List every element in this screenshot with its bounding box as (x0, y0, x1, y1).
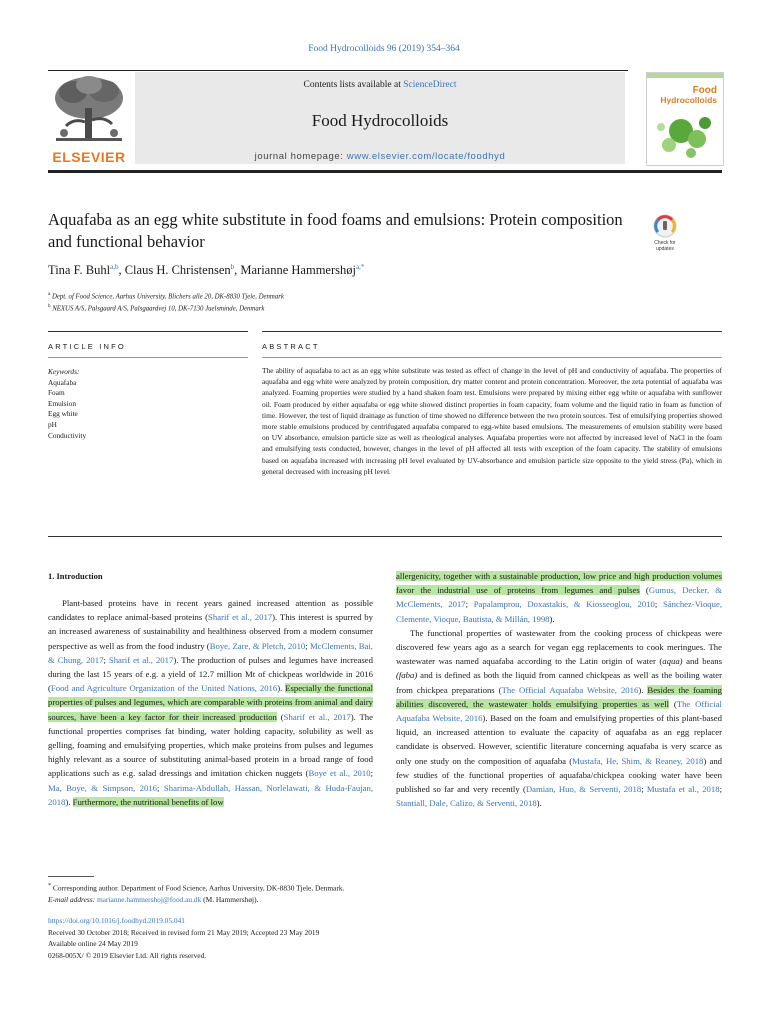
publisher-wordmark: ELSEVIER (52, 149, 126, 165)
citation-link[interactable]: Food and Agriculture Organization of the United Nations, 2016 (50, 683, 278, 694)
article-title: Aquafaba as an egg white substitute in food foams and emulsions: Protein composition and functional behavior (48, 210, 623, 251)
author-name[interactable]: Tina F. Buhl (48, 263, 111, 278)
keyword-item: Conductivity (48, 430, 87, 440)
keyword-item: Egg white (48, 409, 78, 419)
citation-link[interactable]: McClements, Bai, & Chung, 2017 (48, 640, 373, 665)
abstract-end-rule (48, 536, 722, 537)
author-name[interactable]: Claus H. Christensen (124, 263, 231, 278)
homepage-link[interactable]: www.elsevier.com/locate/foodhyd (346, 151, 506, 162)
journal-title: Food Hydrocolloids (311, 111, 449, 130)
highlighted-text[interactable]: Besides the foaming abilities discovered, the wastewater holds emulsifying properties as well (396, 684, 722, 709)
badge-text-line-1: Check for (654, 240, 676, 246)
author-affiliation-marker[interactable]: a,* (355, 263, 365, 271)
author-affiliation-marker[interactable]: a,b (110, 263, 119, 271)
citation-link[interactable]: Sharif et al., 2017 (208, 612, 273, 623)
header-bottom-rule (48, 170, 722, 173)
footnote (48, 881, 648, 905)
email-link[interactable]: marianne.hammershoj@food.au.dk (97, 894, 202, 904)
citation-link[interactable]: Sharif et al., 2017 (108, 654, 174, 665)
keyword-item: pH (48, 419, 57, 429)
article-info-top-rule (48, 331, 248, 332)
corresponding-author-note: * Corresponding author. Department of Food Science, Aarhus University, DK-8830 Tjele, Denmark. (48, 883, 345, 893)
paragraph: The functional properties of wastewater from the cooking process of chickpeas were discovered few years ago as a search for vegan egg replacements to cook meringues. The wastewater was named aquafaba according to the Latin origin of water (aqua) and beans (faba) and is defined as both the liquid from canned chickpeas as well as the boiling water from chickpea preparations (The Official Aquafaba Website, 2016). Besides the foaming abilities discovered, the wastewater holds emulsifying properties as well (The Official Aquafaba Website, 2016). Based on the foam and emulsifying properties of this plant-based liquid, an increased attention to evaluate the capacity of aquafaba as an egg replacer candidate is observed. However, scientific literature concerning aquafaba is very scarce as only one study on the composition of aquafaba (Mustafa, He, Shim, & Reaney, 2018) and few studies of the functional properties of aquafaba/chickpea cooking water have been published so far and very recently (Damian, Huo, & Serventi, 2018; Mustafa et al., 2018; Stantiall, Dale, Calizo, & Serventi, 2018). (396, 627, 723, 809)
paragraph: Plant-based proteins have in recent years gained increased attention as possible candidates to replace animal-based proteins (Sharif et al., 2017). This interest is spurred by an increased awareness of sustainability and healthiness observed from a modern consumer perspective as well as from the food industry (Boye, Zare, & Pletch, 2010; McClements, Bai, & Chung, 2017; Sharif et al., 2017). The production of pulses and legumes have increased during the last 15 years of e.g. a yield of 12.7 million Mt of chickpeas worldwide in 2016 (Food and Agriculture Organization of the United Nations, 2016). Especially the functional properties of pulses and legumes, which are comparable with proteins from animal and dairy sources, have been a key factor for their increased production (Sharif et al., 2017). The functional properties comprises fat binding, water holding capacity, solubility as well as gelling, foaming and emulsifying properties, which make proteins from pulses and legumes highly relevant as a source of substituting animal-based protein in a broad range of food applications such as e.g. salad dressings and imitation chicken nuggets (Boye et al., 2010; Ma, Boye, & Simpson, 2016; Sharima-Abdullah, Hassan, Norlelawati, & Huda-Faujan, 2018). Furthermore, the nutritional benefits of low (48, 598, 374, 807)
journal-reference-link[interactable]: Food Hydrocolloids 96 (2019) 354–364 (308, 44, 460, 54)
citation-link[interactable]: Ma, Boye, & Simpson, 2016 (48, 782, 157, 793)
available-online: Available online 24 May 2019 (48, 939, 138, 949)
citation-link[interactable]: Papalamprou, Doxastakis, & Kiosseoglou, 2010 (473, 599, 655, 610)
header-top-rule (48, 70, 628, 71)
abstract-sub-rule (262, 357, 722, 358)
keyword-item: Foam (48, 388, 65, 398)
highlighted-text[interactable]: Furthermore, the nutritional benefits of low (72, 796, 224, 807)
section-heading-introduction: 1. Introduction (48, 571, 103, 581)
journal-cover-thumbnail[interactable] (646, 72, 724, 166)
journal-homepage-line (135, 151, 625, 162)
check-for-updates-badge[interactable] (648, 212, 682, 252)
doi-link[interactable]: https://doi.org/10.1016/j.foodhyd.2019.05.041 (48, 916, 186, 925)
abstract-heading: ABSTRACT (262, 342, 320, 351)
keywords-block (48, 367, 248, 441)
received-dates: Received 30 October 2018; Received in revised form 21 May 2019; Accepted 23 May 2019 (48, 927, 320, 937)
abstract-top-rule (262, 331, 722, 332)
sciencedirect-link[interactable]: ScienceDirect (403, 80, 457, 90)
cover-title-line-2: Hydrocolloids (660, 95, 717, 105)
highlighted-text[interactable]: allergenicity, together with a sustainable production, low price and high production volumes favor the industrial use of proteins from legumes and pulses (396, 571, 722, 596)
citation-link[interactable]: Boye et al., 2010 (308, 768, 371, 779)
cover-title-line-1: Food (692, 85, 717, 96)
paragraph: allergenicity, together with a sustainable production, low price and high production volumes favor the industrial use of proteins from legumes and pulses (Gumus, Decker, & McClements, 2017; Papalamprou, Doxastakis, & Kiosseoglou, 2010; Sánchez-Vioque, Clemente, Vioque, Bautista, & Millán, 1998). (396, 571, 722, 624)
abstract-text: The ability of aquafaba to act as an egg white substitute was tested as effect of change in the level of pH and conductivity of aquafaba. The properties of aquafaba and egg white were analyzed by protein composition, dry matter content and protein concentration. Moreover, the zeta potential of aquafaba was analyzed. Foaming properties were studied by a hand shaken foam test. Emulsions were prepared by mixing either egg white or aquafaba with sunflower oil. Foam produced by either aquafaba or egg white showed distinct properties in foam capacity, foam volume and the liquid ratio in foam as function of time. However, the test of liquid drainage as function of time showed no difference between the two protein sources. Test of emulsifying properties showed more stable emulsions produced by centrifugated aquafaba compared to egg-white based emulsions. The measurements of emulsion stability were based on UV absorbance, emulsion particle size as well as rheological analyses. Aquafaba properties were not affected by increased level of NaCl in the foam and emulsifying tests conducted, however, changes in the level of pH affected all tests with exception of the foam capacity. The stability of emulsions based on aquafaba increased with increasing pH level evaluated by UV-absorbance and emulsion particle size opposite to the yield stress (Pa), which in general decreased with increasing pH level. (262, 366, 722, 476)
email-line: E-mail address: marianne.hammershoj@food.au.dk (M. Hammershøj). (48, 894, 259, 904)
contents-prefix: Contents lists available at (303, 80, 404, 90)
keywords-label: Keywords: (48, 367, 80, 376)
citation-link[interactable]: Boye, Zare, & Pletch, 2010 (209, 640, 306, 651)
footnote-rule (48, 876, 94, 877)
citation-link[interactable]: Sánchez-Vioque, Clemente, Vioque, Bautista, & Millán, 1998 (396, 599, 722, 624)
citation-link[interactable]: Sharima-Abdullah, Hassan, Norlelawati, & Huda-Faujan, 2018 (48, 782, 374, 807)
affiliation-line: $^b$ NEXUS A/S, Palsgaard A/S, Palsgaardvej 10, DK-7130 Juelsminde, Denmark (48, 304, 265, 313)
publication-info (48, 915, 648, 962)
keyword-item: Emulsion (48, 398, 76, 408)
citation-link[interactable]: The Official Aquafaba Website, 2016 (501, 684, 639, 695)
affiliations (48, 290, 648, 315)
contents-line (135, 80, 625, 90)
body-column-right (396, 569, 722, 810)
citation-link[interactable]: Stantiall, Dale, Calizo, & Serventi, 2018 (396, 798, 537, 809)
author-name[interactable]: Marianne Hammershøj (240, 263, 356, 278)
citation-link[interactable]: The Official Aquafaba Website, 2016 (396, 698, 722, 724)
citation-link[interactable]: Damian, Huo, & Serventi, 2018 (525, 784, 642, 795)
affiliation-line: $^a$ Dept. of Food Science, Aarhus University, Blichers alle 20, DK-8830 Tjele, Denmark (48, 292, 284, 301)
article-info-heading: ARTICLE INFO (48, 342, 126, 351)
keyword-item: Aquafaba (48, 377, 77, 387)
citation-link[interactable]: Mustafa et al., 2018 (646, 784, 720, 795)
author-list: Tina F. Buhl$^{a,b}$, Claus H. Christensen$^b$, Marianne Hammershøj$^{a,*}$ (48, 263, 365, 278)
citation-link[interactable]: Gumus, Decker, & McClements, 2017 (396, 585, 722, 610)
citation-link[interactable]: Mustafa, He, Shim, & Reaney, 2018 (572, 755, 704, 766)
highlighted-text[interactable]: Especially the functional properties of pulses and legumes, which are comparable with proteins from animal and dairy sources, have been a key factor for their increased production (48, 683, 373, 722)
copyright-line: 0268-005X/ © 2019 Elsevier Ltd. All rights reserved. (48, 951, 207, 961)
homepage-prefix: journal homepage: (254, 151, 347, 162)
article-info-sub-rule (48, 357, 248, 358)
body-column-left (48, 596, 373, 809)
author-affiliation-marker[interactable]: b (230, 263, 235, 271)
citation-link[interactable]: Sharif et al., 2017 (283, 711, 351, 722)
badge-text-line-2: updates (656, 246, 674, 252)
